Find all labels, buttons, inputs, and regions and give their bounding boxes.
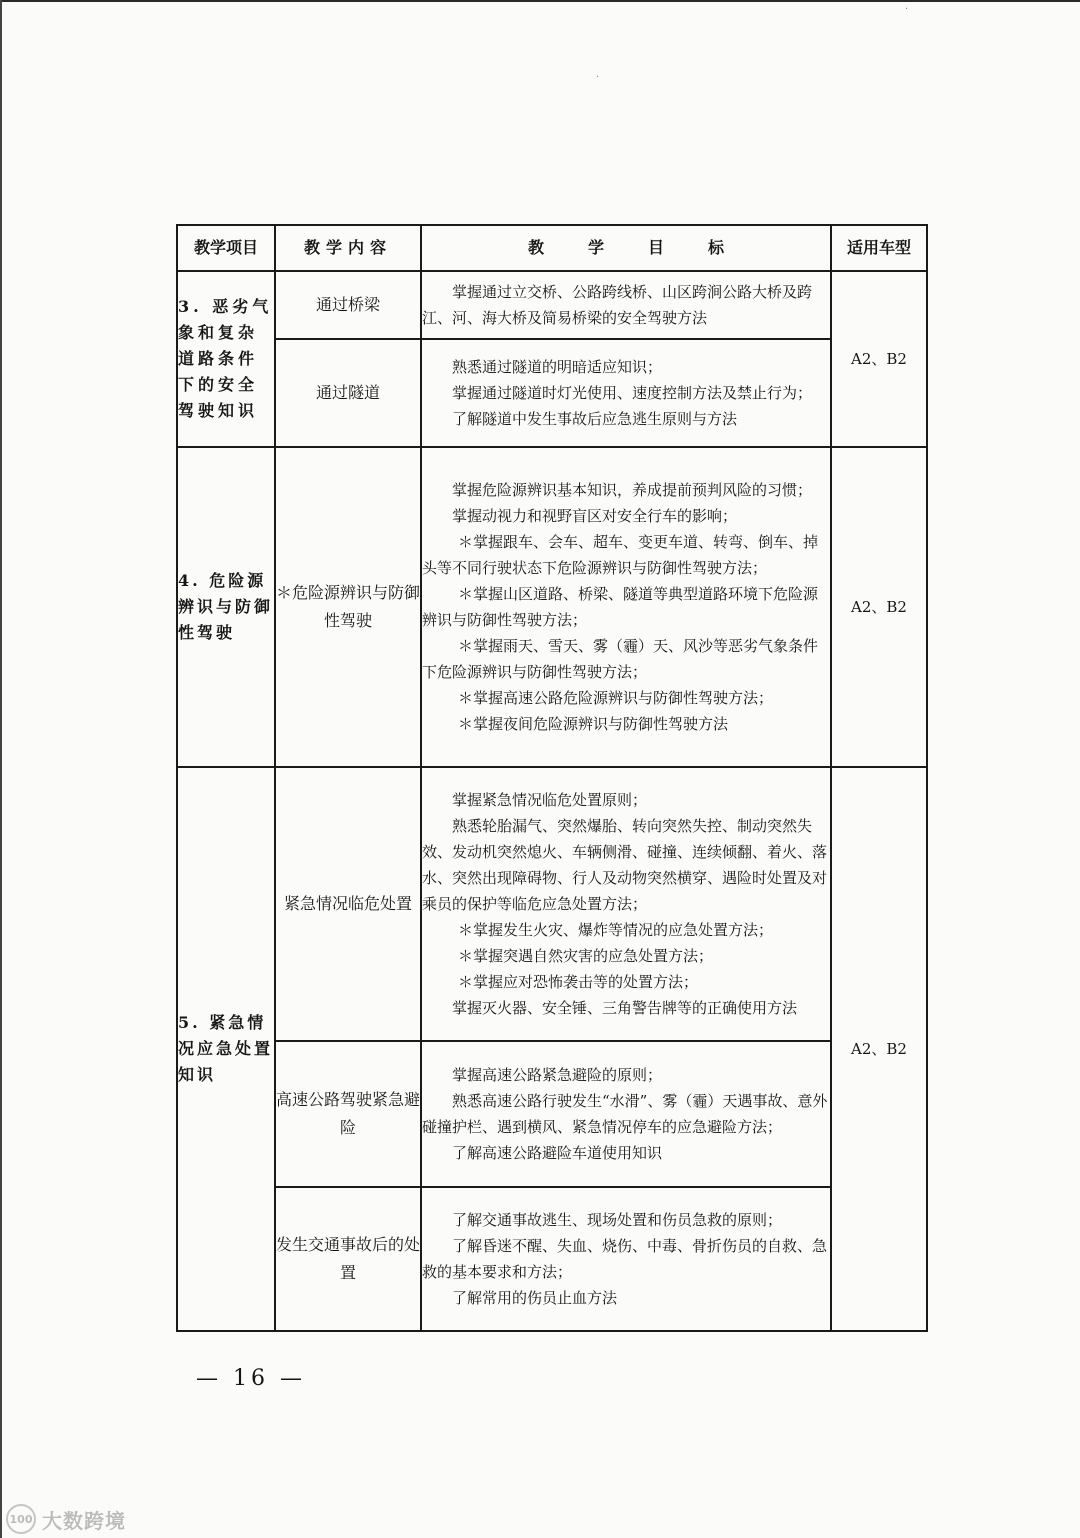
objective-line: 掌握通过立交桥、公路跨线桥、山区跨涧公路大桥及跨江、河、海大桥及简易桥梁的安全驾驶方法 <box>422 283 813 327</box>
objective-line: ＊掌握跟车、会车、超车、变更车道、转弯、倒车、掉头等不同行驶状态下危险源辨识与防御性驾驶方法； <box>422 533 819 577</box>
objective-line: 掌握灭火器、安全锤、三角警告牌等的正确使用方法 <box>452 999 798 1017</box>
curriculum-table <box>176 224 928 1332</box>
objective-line: ＊掌握山区道路、桥梁、隧道等典型道路环境下危险源辨识与防御性驾驶方法； <box>422 585 819 629</box>
table-row <box>177 1187 927 1331</box>
objective-line: 了解隧道中发生事故后应急逃生原则与方法 <box>452 410 738 428</box>
teaching-content: ＊危险源辨识与防御性驾驶 <box>275 447 421 767</box>
watermark <box>6 1504 126 1534</box>
objective-line: ＊掌握发生火灾、爆炸等情况的应急处置方法； <box>458 921 774 939</box>
vehicle-type: A2、B2 <box>831 271 927 447</box>
objective-line: ＊掌握突遇自然灾害的应急处置方法； <box>458 947 714 965</box>
table-row <box>177 339 927 447</box>
objective-line: ＊掌握夜间危险源辨识与防御性驾驶方法 <box>458 715 729 733</box>
table-row <box>177 767 927 1041</box>
teaching-content: 高速公路驾驶紧急避险 <box>275 1041 421 1187</box>
table-row <box>177 271 927 339</box>
watermark-logo-icon: 100 <box>6 1504 36 1534</box>
teaching-item: 5. 紧急情况应急处置知识 <box>177 767 275 1331</box>
teaching-objectives <box>421 447 831 767</box>
table-row <box>177 1041 927 1187</box>
teaching-content: 紧急情况临危处置 <box>275 767 421 1041</box>
page-number: — 16 — <box>196 1366 306 1391</box>
teaching-item: 4. 危险源辨识与防御性驾驶 <box>177 447 275 767</box>
objective-line: ＊掌握高速公路危险源辨识与防御性驾驶方法； <box>458 689 774 707</box>
header-item: 教学项目 <box>177 225 275 271</box>
teaching-content: 通过桥梁 <box>275 271 421 339</box>
header-vehicle: 适用车型 <box>831 225 927 271</box>
objective-line: 了解常用的伤员止血方法 <box>452 1289 618 1307</box>
teaching-objectives <box>421 339 831 447</box>
objective-line: 熟悉轮胎漏气、突然爆胎、转向突然失控、制动突然失效、发动机突然熄火、车辆侧滑、碰撞、连续倾翻、着火、落水、突然出现障碍物、行人及动物突然横穿、遇险时处置及对乘员的保护等临危应急处置方法； <box>422 817 828 913</box>
table-row <box>177 447 927 767</box>
objective-line: 熟悉通过隧道的明暗适应知识； <box>452 358 663 376</box>
teaching-objectives <box>421 767 831 1041</box>
objective-line: 掌握动视力和视野盲区对安全行车的影响； <box>452 507 738 525</box>
table-header-row <box>177 225 927 271</box>
scan-left-edge <box>0 0 2 1538</box>
objective-line: 了解交通事故逃生、现场处置和伤员急救的原则； <box>452 1211 783 1229</box>
objective-line: 掌握危险源辨识基本知识，养成提前预判风险的习惯； <box>452 481 813 499</box>
teaching-item: 3. 恶劣气象和复杂道路条件下的安全驾驶知识 <box>177 271 275 447</box>
teaching-content: 发生交通事故后的处置 <box>275 1187 421 1331</box>
scan-top-edge <box>0 0 1080 2</box>
objective-line: ＊掌握雨天、雪天、雾（霾）天、风沙等恶劣气象条件下危险源辨识与防御性驾驶方法； <box>422 637 819 681</box>
scan-speck: · <box>905 4 909 15</box>
objective-line: 掌握通过隧道时灯光使用、速度控制方法及禁止行为； <box>452 384 813 402</box>
objective-line: 了解昏迷不醒、失血、烧伤、中毒、骨折伤员的自救、急救的基本要求和方法； <box>422 1237 828 1281</box>
watermark-text: 大数跨境 <box>42 1508 126 1533</box>
teaching-content: 通过隧道 <box>275 339 421 447</box>
teaching-objectives <box>421 1041 831 1187</box>
objective-line: 熟悉高速公路行驶发生“水滑”、雾（霾）天遇事故、意外碰撞护栏、遇到横风、紧急情况停车的应急避险方法； <box>422 1092 828 1136</box>
objective-line: ＊掌握应对恐怖袭击等的处置方法； <box>458 973 699 991</box>
vehicle-type: A2、B2 <box>831 447 927 767</box>
teaching-objectives <box>421 1187 831 1331</box>
teaching-objectives <box>421 271 831 339</box>
header-content: 教学内容 <box>275 225 421 271</box>
header-objectives: 教学目标 <box>421 225 831 271</box>
objective-line: 了解高速公路避险车道使用知识 <box>452 1144 663 1162</box>
objective-line: 掌握紧急情况临危处置原则； <box>452 791 648 809</box>
vehicle-type: A2、B2 <box>831 767 927 1331</box>
scan-speck: · <box>596 72 600 83</box>
objective-line: 掌握高速公路紧急避险的原则； <box>452 1066 663 1084</box>
